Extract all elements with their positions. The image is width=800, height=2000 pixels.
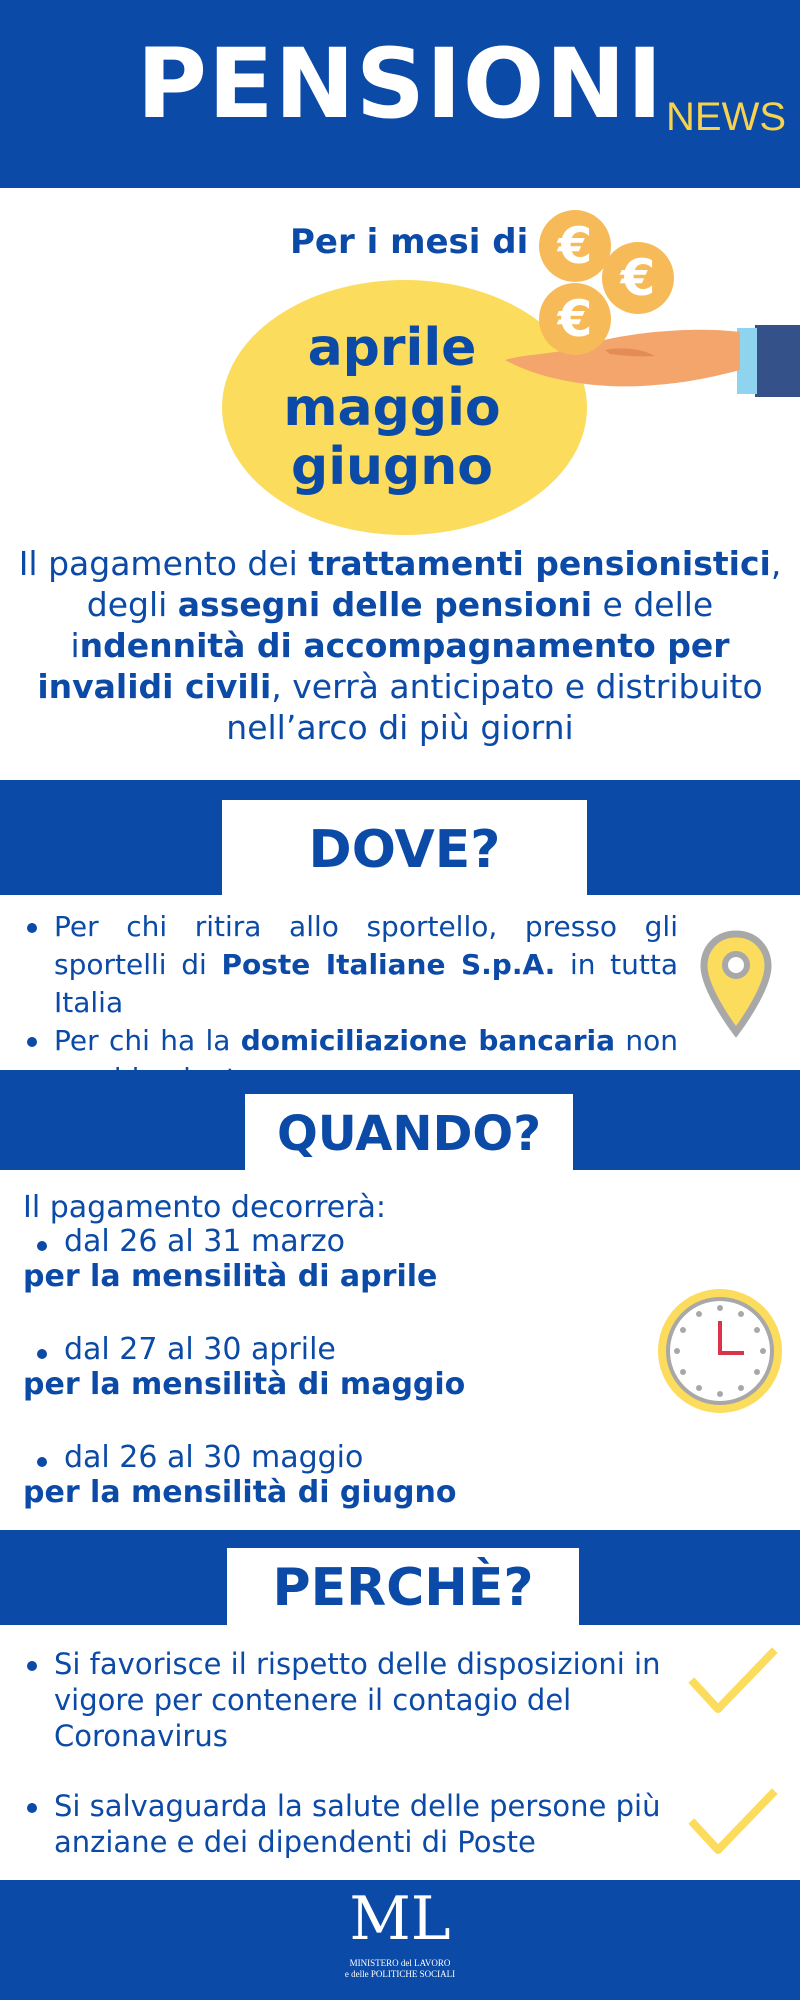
perche-heading: PERCHÈ?: [227, 1548, 579, 1626]
month-may: maggio: [283, 378, 501, 438]
month-label: per la mensilità di maggio: [23, 1367, 466, 1402]
list-item: Si favorisce il rispetto delle disposizioni in vigore per contenere il contagio del Coronavirus: [23, 1646, 683, 1754]
list-item: Per chi ritira allo sportello, presso gli sportelli di Poste Italiane S.p.A. in tutta Italia: [23, 908, 678, 1022]
euro-coin-icon: €: [539, 283, 611, 355]
date-range: dal 26 al 30 maggio: [23, 1440, 457, 1475]
month-june: giugno: [290, 437, 494, 497]
month-label: per la mensilità di aprile: [23, 1259, 438, 1294]
location-pin-icon: [700, 930, 772, 1038]
intro-paragraph: Il pagamento dei trattamenti pensionistici, degli assegni delle pensioni e delle indennità di accompagnamento per invalidi civili, verrà anticipato e distribuito nell’arco di più giorni: [18, 544, 782, 747]
perche-list: [23, 1646, 683, 1894]
list-item: Per chi ha la domiciliazione bancaria non: [23, 1022, 678, 1098]
months-intro-label: Per i mesi di: [290, 222, 529, 262]
list-item: [23, 1440, 457, 1510]
checkmark-icon: [688, 1645, 778, 1725]
news-tag: NEWS: [666, 95, 786, 139]
date-range: dal 27 al 30 aprile: [23, 1332, 465, 1367]
date-range: dal 26 al 31 marzo: [23, 1224, 437, 1259]
page-title: PENSIONI: [136, 28, 664, 140]
month-april: aprile: [307, 318, 477, 378]
list-item: [23, 1332, 465, 1402]
list-item: Si salvaguarda la salute delle persone più anziane e dei dipendenti di Poste: [23, 1788, 683, 1860]
euro-coin-icon: €: [539, 210, 611, 282]
ministry-name: MINISTERO del LAVORO e delle POLITICHE SOCIALI: [344, 1958, 456, 1979]
quando-heading: QUANDO?: [245, 1094, 573, 1172]
euro-coin-icon: €: [602, 242, 674, 314]
clock-icon: [652, 1283, 788, 1419]
checkmark-icon: [688, 1786, 778, 1866]
list-item: [23, 1224, 437, 1294]
ministry-logo: ML: [349, 1884, 451, 1954]
dove-heading: DOVE?: [222, 800, 587, 897]
quando-intro: Il pagamento decorrerà:: [23, 1190, 387, 1225]
month-label: per la mensilità di giugno: [23, 1475, 457, 1510]
